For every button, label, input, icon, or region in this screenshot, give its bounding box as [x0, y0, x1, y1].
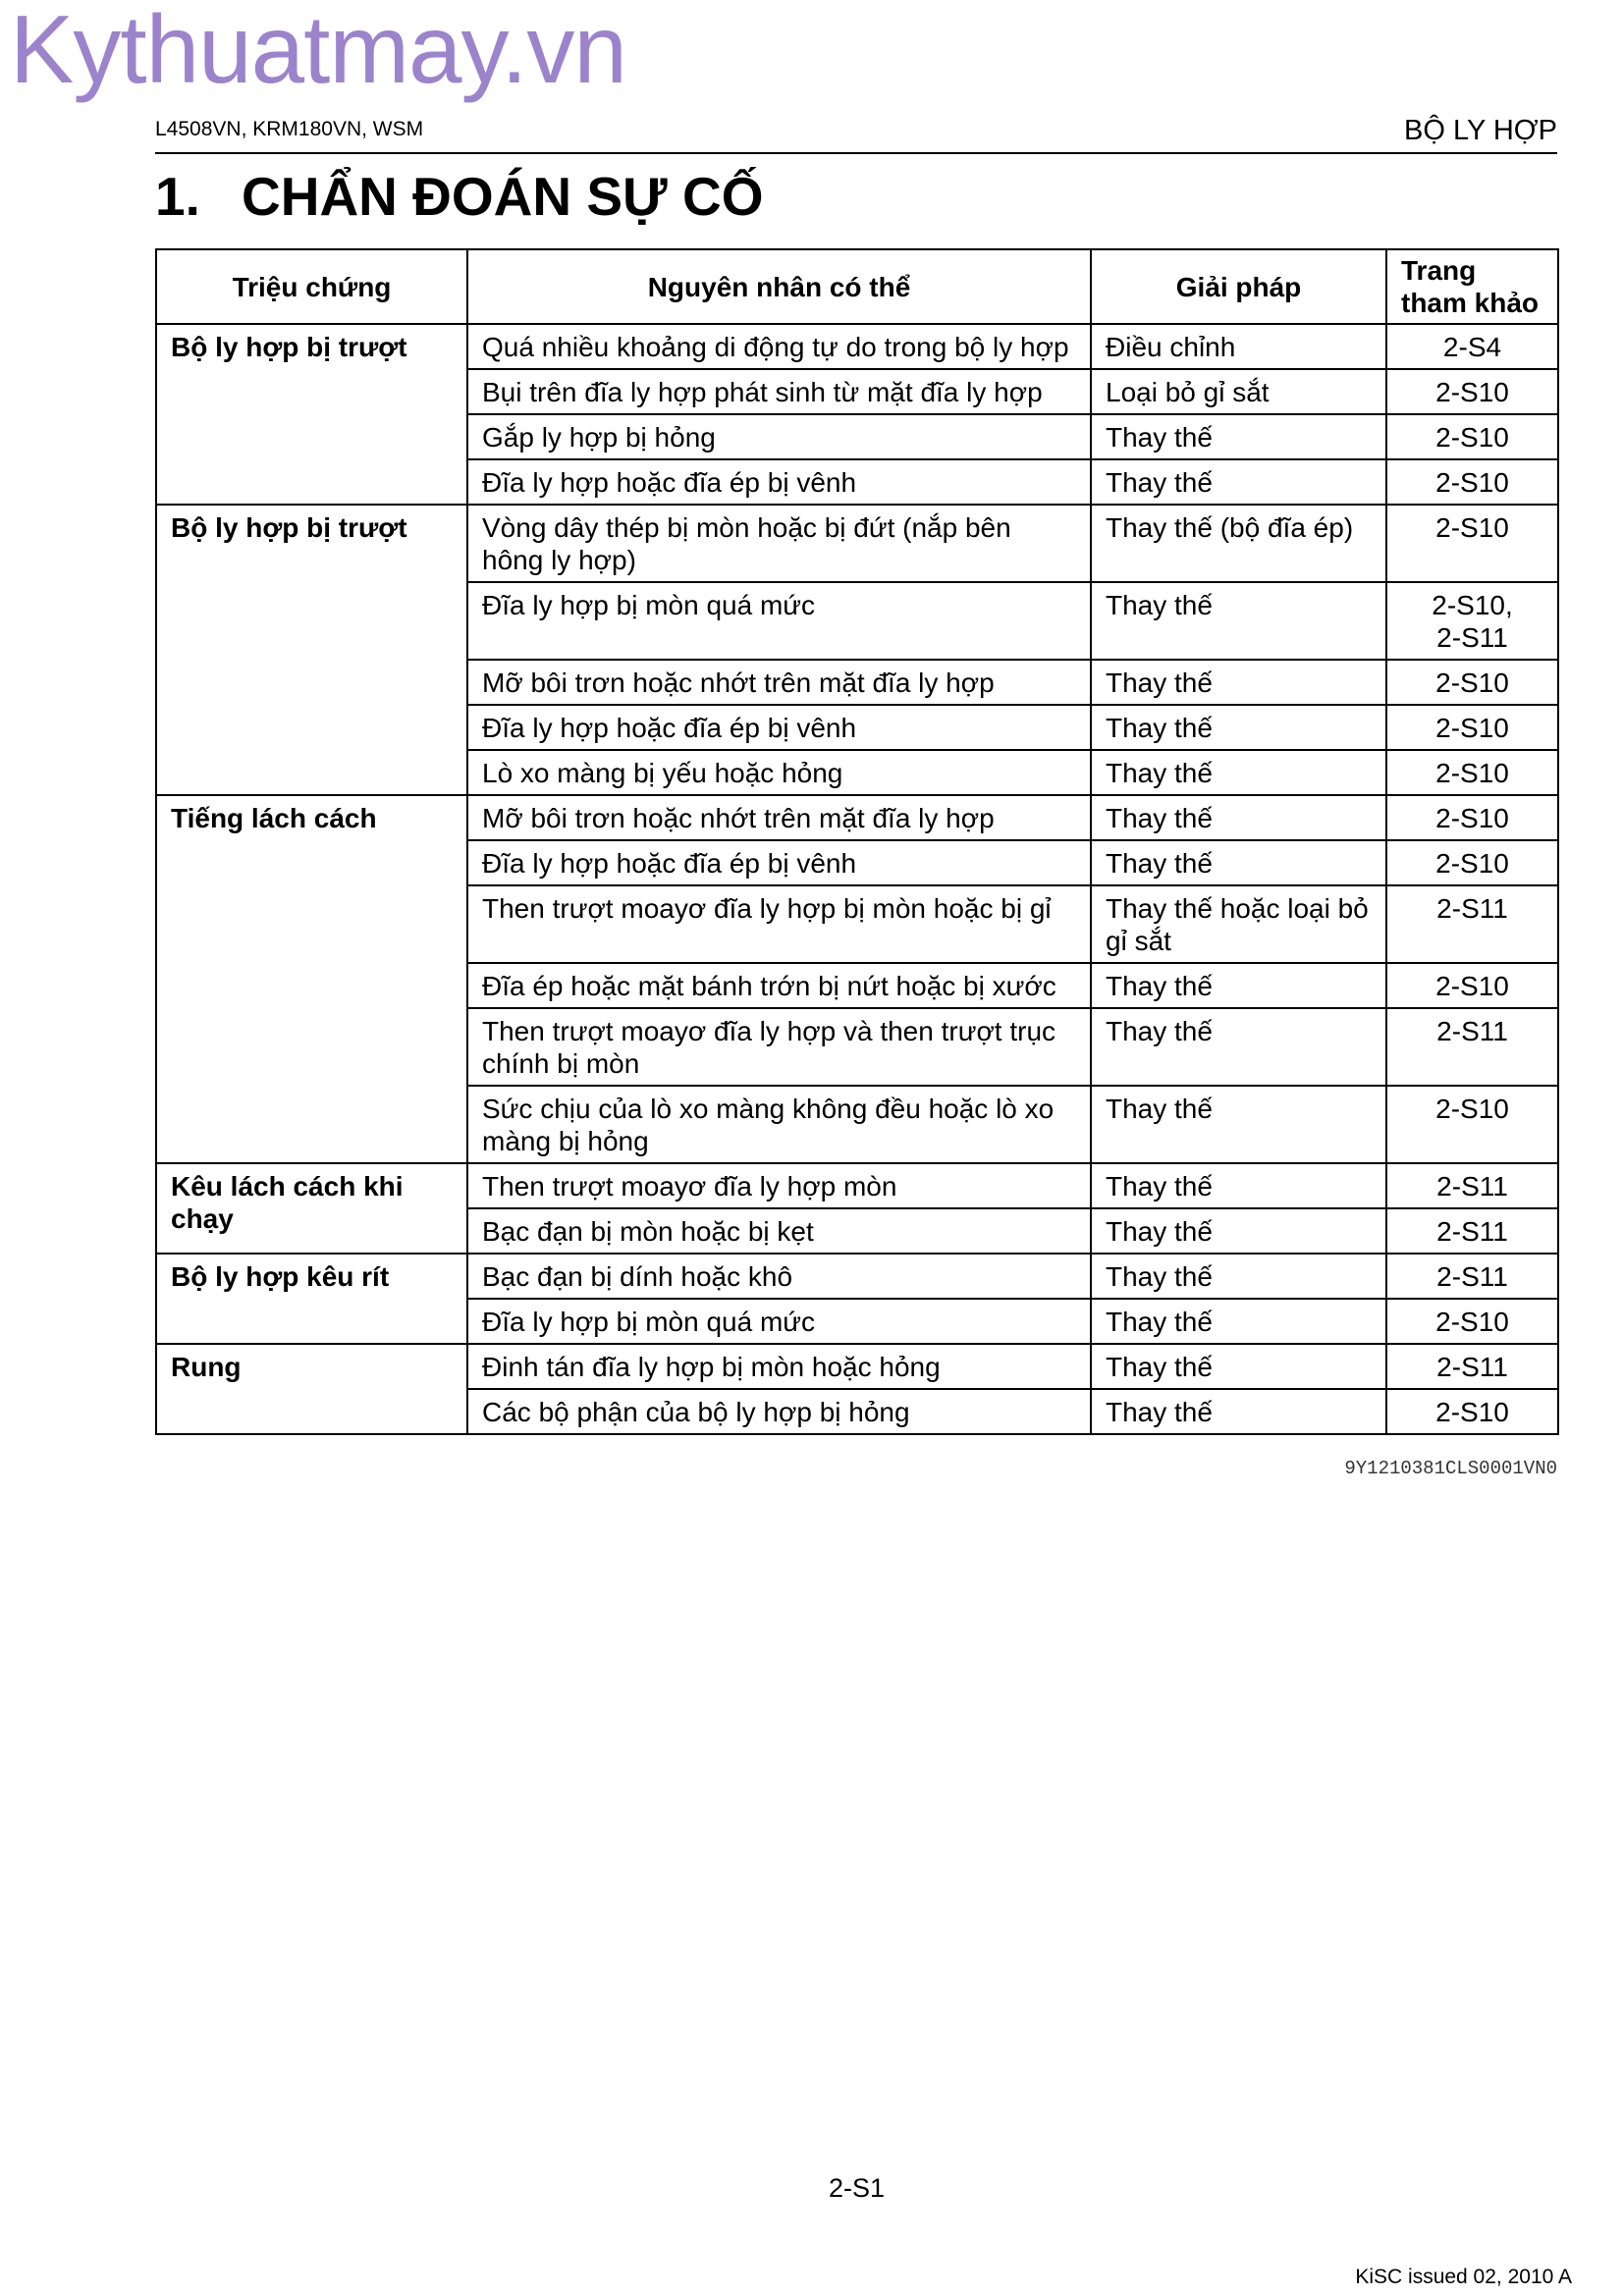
reference-cell: 2-S10 — [1386, 505, 1558, 582]
reference-cell: 2-S10 — [1386, 705, 1558, 750]
symptom-cell: Bộ ly hợp bị trượt — [156, 324, 467, 505]
title-number: 1. — [155, 166, 200, 227]
reference-cell: 2-S10 — [1386, 750, 1558, 795]
cause-cell: Đĩa ly hợp hoặc đĩa ép bị vênh — [467, 840, 1091, 885]
reference-cell: 2-S11 — [1386, 1008, 1558, 1086]
remedy-cell: Thay thế — [1091, 750, 1386, 795]
symptom-cell: Bộ ly hợp bị trượt — [156, 505, 467, 795]
reference-cell: 2-S10 — [1386, 414, 1558, 459]
header-section: BỘ LY HỢP — [1404, 115, 1557, 146]
cause-cell: Đĩa ép hoặc mặt bánh trớn bị nứt hoặc bị xước — [467, 963, 1091, 1008]
cause-cell: Lò xo màng bị yếu hoặc hỏng — [467, 750, 1091, 795]
remedy-cell: Thay thế — [1091, 1344, 1386, 1389]
cause-cell: Then trượt moayơ đĩa ly hợp và then trượt trục chính bị mòn — [467, 1008, 1091, 1086]
troubleshooting-table — [155, 248, 1559, 1435]
table-row — [156, 1344, 1558, 1389]
reference-cell: 2-S10 — [1386, 840, 1558, 885]
remedy-cell: Điều chỉnh — [1091, 324, 1386, 369]
reference-cell: 2-S10 — [1386, 369, 1558, 414]
issue-info: KiSC issued 02, 2010 A — [1355, 2266, 1572, 2288]
remedy-cell: Thay thế — [1091, 1389, 1386, 1434]
symptom-cell: Tiếng lách cách — [156, 795, 467, 1163]
remedy-cell: Loại bỏ gỉ sắt — [1091, 369, 1386, 414]
cause-cell: Mỡ bôi trơn hoặc nhớt trên mặt đĩa ly hợp — [467, 660, 1091, 705]
cause-cell: Quá nhiều khoảng di động tự do trong bộ ly hợp — [467, 324, 1091, 369]
reference-cell: 2-S10 — [1386, 459, 1558, 505]
cause-cell: Các bộ phận của bộ ly hợp bị hỏng — [467, 1389, 1091, 1434]
reference-cell: 2-S4 — [1386, 324, 1558, 369]
remedy-cell: Thay thế — [1091, 963, 1386, 1008]
cause-cell: Đĩa ly hợp bị mòn quá mức — [467, 1299, 1091, 1344]
remedy-cell: Thay thế — [1091, 795, 1386, 840]
cause-cell: Bạc đạn bị dính hoặc khô — [467, 1254, 1091, 1299]
remedy-cell: Thay thế — [1091, 840, 1386, 885]
cause-cell: Gắp ly hợp bị hỏng — [467, 414, 1091, 459]
header-reference: Trang tham khảo — [1386, 249, 1558, 324]
cause-cell: Bụi trên đĩa ly hợp phát sinh từ mặt đĩa ly hợp — [467, 369, 1091, 414]
remedy-cell: Thay thế hoặc loại bỏ gỉ sắt — [1091, 885, 1386, 963]
header-divider — [155, 152, 1557, 154]
reference-cell: 2-S10 — [1386, 1086, 1558, 1163]
cause-cell: Đĩa ly hợp hoặc đĩa ép bị vênh — [467, 705, 1091, 750]
table-row — [156, 795, 1558, 840]
cause-cell: Đĩa ly hợp hoặc đĩa ép bị vênh — [467, 459, 1091, 505]
reference-cell: 2-S10 — [1386, 963, 1558, 1008]
cause-cell: Đinh tán đĩa ly hợp bị mòn hoặc hỏng — [467, 1344, 1091, 1389]
cause-cell: Then trượt moayơ đĩa ly hợp bị mòn hoặc bị gỉ — [467, 885, 1091, 963]
remedy-cell: Thay thế — [1091, 1086, 1386, 1163]
symptom-cell: Kêu lách cách khi chạy — [156, 1163, 467, 1254]
cause-cell: Mỡ bôi trơn hoặc nhớt trên mặt đĩa ly hợp — [467, 795, 1091, 840]
remedy-cell: Thay thế — [1091, 459, 1386, 505]
remedy-cell: Thay thế — [1091, 1299, 1386, 1344]
cause-cell: Sức chịu của lò xo màng không đều hoặc lò xo màng bị hỏng — [467, 1086, 1091, 1163]
document-code: 9Y1210381CLS0001VN0 — [1344, 1458, 1557, 1479]
symptom-cell: Bộ ly hợp kêu rít — [156, 1254, 467, 1344]
reference-cell: 2-S11 — [1386, 1208, 1558, 1254]
reference-cell: 2-S11 — [1386, 1254, 1558, 1299]
remedy-cell: Thay thế — [1091, 705, 1386, 750]
watermark-logo: Kythuatmay.vn — [10, 0, 626, 103]
cause-cell: Vòng dây thép bị mòn hoặc bị đứt (nắp bên hông ly hợp) — [467, 505, 1091, 582]
reference-cell: 2-S11 — [1386, 1163, 1558, 1208]
table-row — [156, 1163, 1558, 1208]
reference-cell: 2-S11 — [1386, 1344, 1558, 1389]
table-row — [156, 505, 1558, 582]
reference-cell: 2-S10 — [1386, 795, 1558, 840]
table-body — [156, 324, 1558, 1434]
cause-cell: Đĩa ly hợp bị mòn quá mức — [467, 582, 1091, 660]
reference-cell: 2-S11 — [1386, 885, 1558, 963]
reference-cell: 2-S10 — [1386, 1389, 1558, 1434]
page-title — [155, 165, 763, 228]
header-cause: Nguyên nhân có thể — [467, 249, 1091, 324]
page-number: 2-S1 — [828, 2173, 886, 2203]
table-row — [156, 324, 1558, 369]
symptom-cell: Rung — [156, 1344, 467, 1434]
remedy-cell: Thay thế — [1091, 1008, 1386, 1086]
cause-cell: Then trượt moayơ đĩa ly hợp mòn — [467, 1163, 1091, 1208]
title-text: CHẨN ĐOÁN SỰ CỐ — [242, 166, 764, 227]
reference-cell: 2-S10 — [1386, 1299, 1558, 1344]
reference-cell: 2-S10, 2-S11 — [1386, 582, 1558, 660]
remedy-cell: Thay thế — [1091, 660, 1386, 705]
header-symptom: Triệu chứng — [156, 249, 467, 324]
table-header-row — [156, 249, 1558, 324]
reference-cell: 2-S10 — [1386, 660, 1558, 705]
remedy-cell: Thay thế (bộ đĩa ép) — [1091, 505, 1386, 582]
remedy-cell: Thay thế — [1091, 1208, 1386, 1254]
remedy-cell: Thay thế — [1091, 1254, 1386, 1299]
cause-cell: Bạc đạn bị mòn hoặc bị kẹt — [467, 1208, 1091, 1254]
remedy-cell: Thay thế — [1091, 1163, 1386, 1208]
table-row — [156, 1254, 1558, 1299]
header-remedy: Giải pháp — [1091, 249, 1386, 324]
remedy-cell: Thay thế — [1091, 414, 1386, 459]
header-models: L4508VN, KRM180VN, WSM — [155, 118, 424, 140]
remedy-cell: Thay thế — [1091, 582, 1386, 660]
